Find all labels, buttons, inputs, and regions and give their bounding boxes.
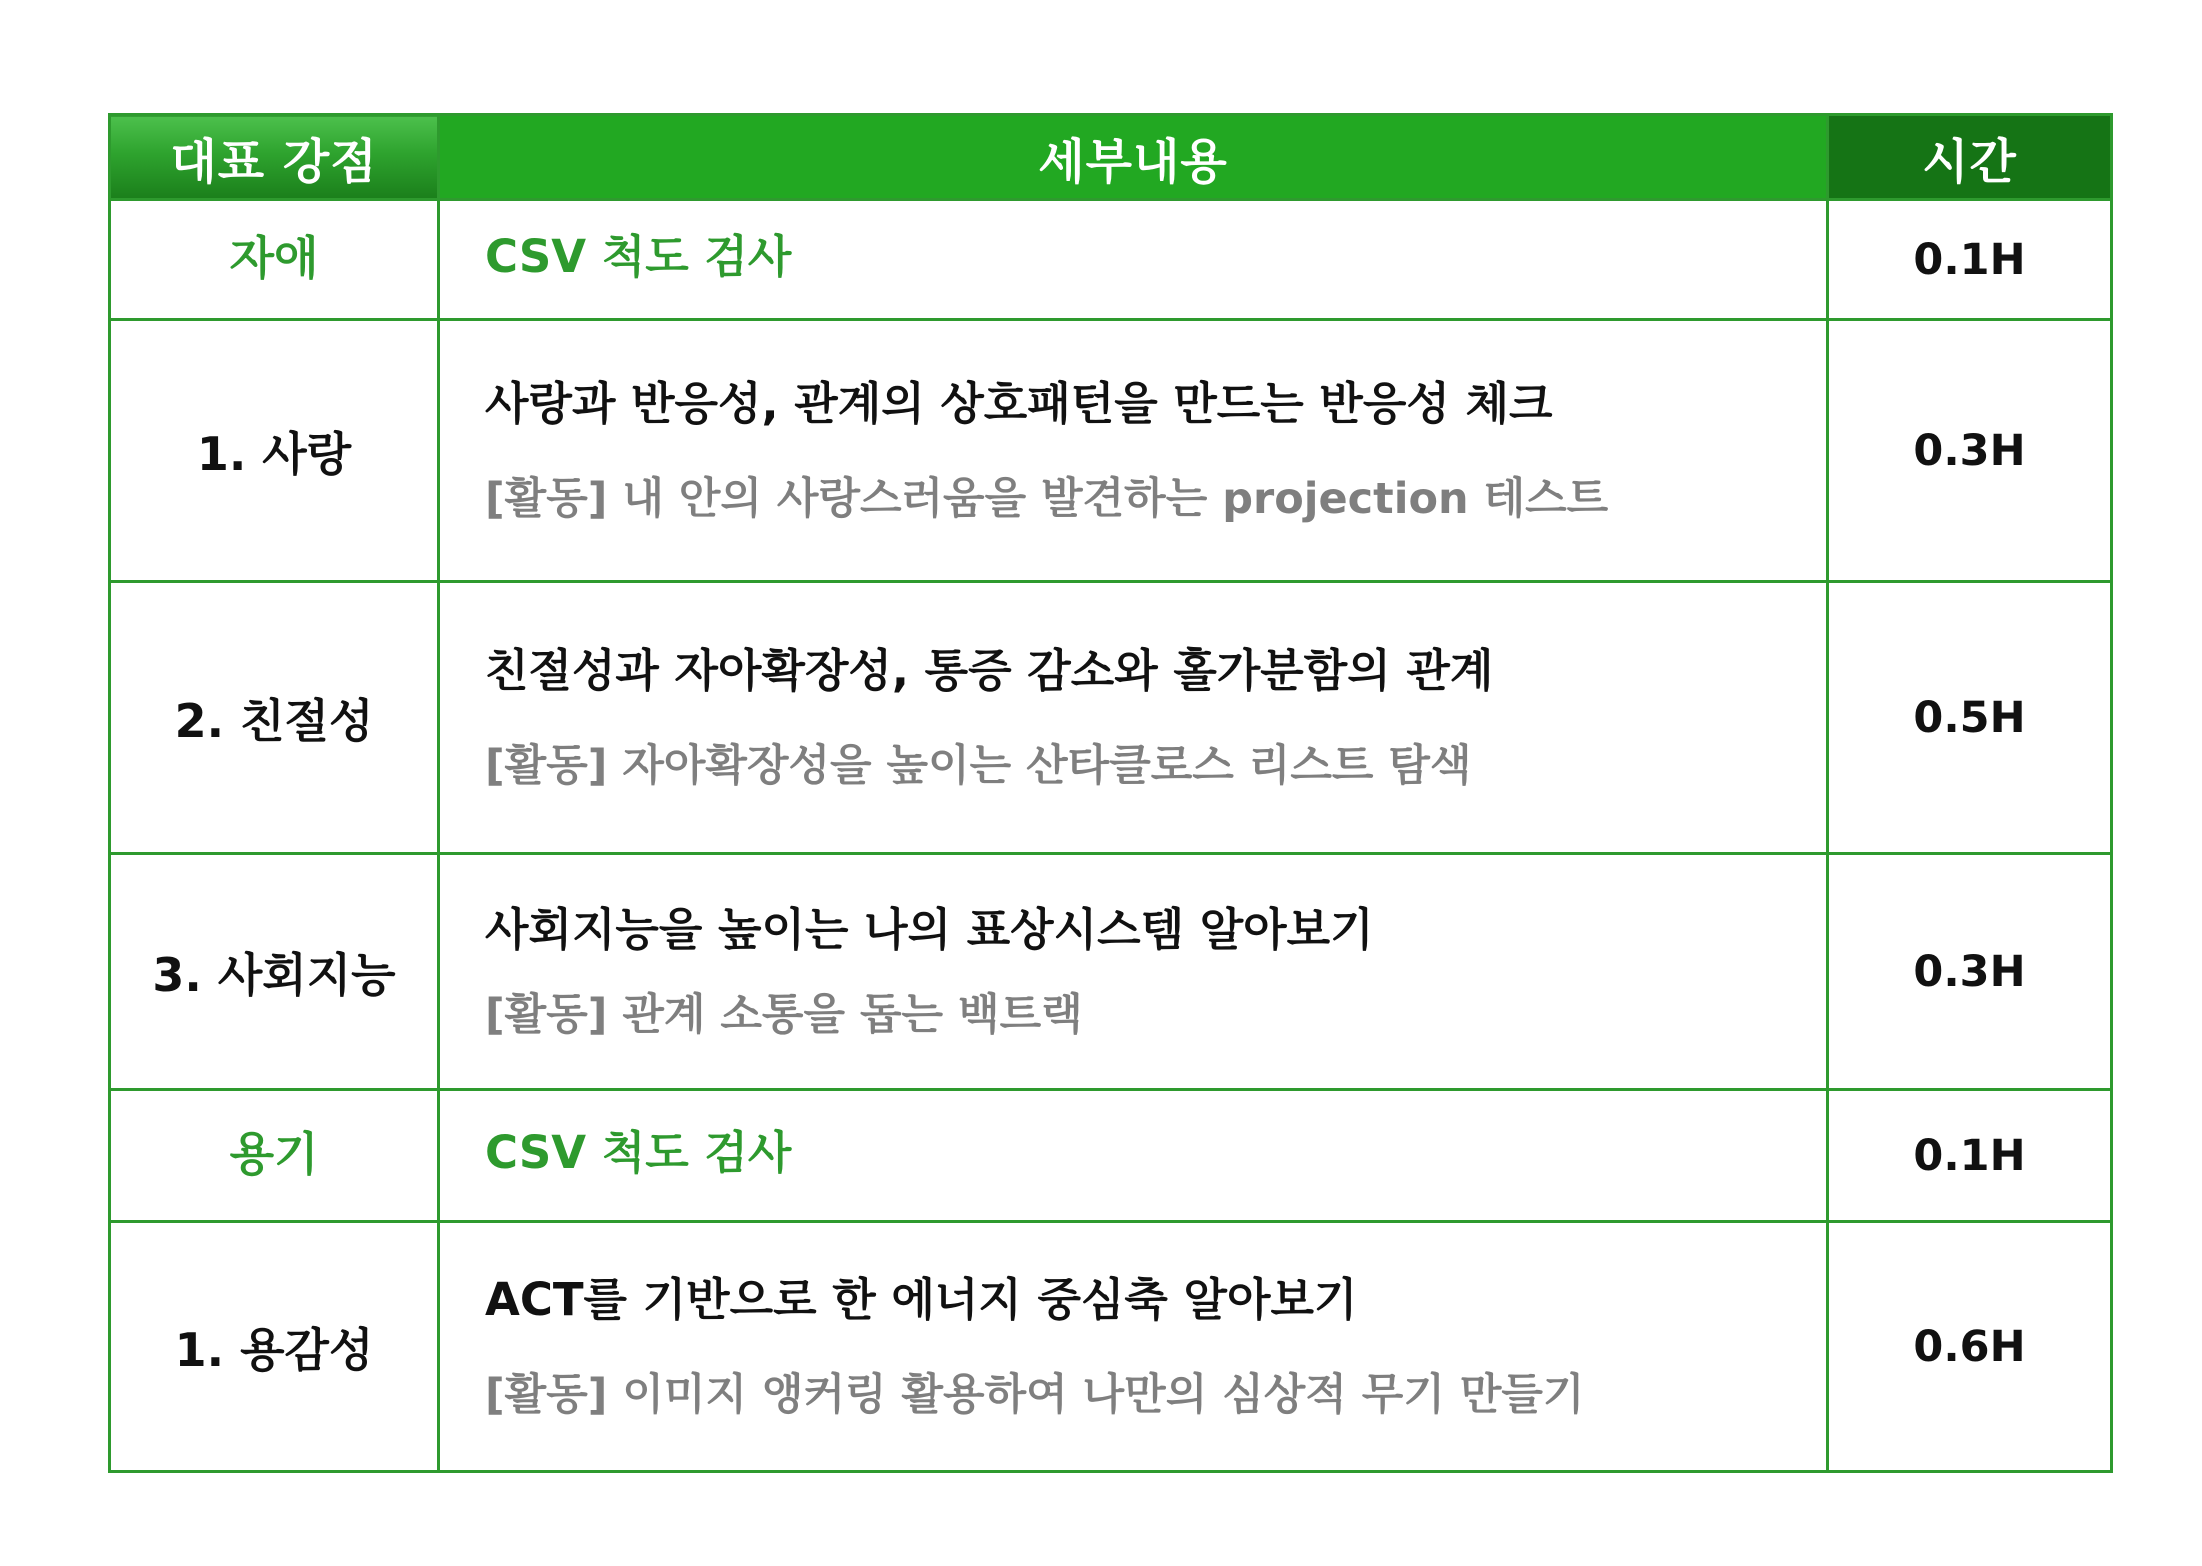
- header-time: 시간: [1828, 115, 2112, 200]
- table-row: [110, 1222, 2112, 1472]
- detail-cell: [439, 1222, 1828, 1472]
- table-header-row: [110, 115, 2112, 200]
- detail-activity: [활동] 이미지 앵커링 활용하여 나만의 심상적 무기 만들기: [485, 1369, 1585, 1420]
- detail-main: 사회지능을 높이는 나의 표상시스템 알아보기: [485, 902, 1374, 956]
- detail-cell: [439, 582, 1828, 854]
- detail-main: 친절성과 자아확장성, 통증 감소와 홀가분함의 관계: [485, 643, 1494, 697]
- time-cell: 0.1H: [1828, 1090, 2112, 1222]
- detail-main: CSV 척도 검사: [485, 229, 792, 283]
- table-row: [110, 200, 2112, 320]
- strength-cell: 1. 용감성: [110, 1222, 439, 1472]
- detail-main: 사랑과 반응성, 관계의 상호패턴을 만드는 반응성 체크: [485, 376, 1553, 430]
- table-row: [110, 320, 2112, 582]
- detail-activity: [활동] 자아확장성을 높이는 산타클로스 리스트 탐색: [485, 740, 1472, 791]
- strength-cell: 2. 친절성: [110, 582, 439, 854]
- detail-main: ACT를 기반으로 한 에너지 중심축 알아보기: [485, 1272, 1358, 1326]
- time-cell: 0.3H: [1828, 320, 2112, 582]
- strength-cell: 1. 사랑: [110, 320, 439, 582]
- time-cell: 0.5H: [1828, 582, 2112, 854]
- table-row: [110, 582, 2112, 854]
- detail-cell: [439, 1090, 1828, 1222]
- table-row: [110, 1090, 2112, 1222]
- strength-cell: 3. 사회지능: [110, 854, 439, 1090]
- header-detail: 세부내용: [439, 115, 1828, 200]
- time-cell: 0.3H: [1828, 854, 2112, 1090]
- time-cell: 0.1H: [1828, 200, 2112, 320]
- detail-cell: [439, 200, 1828, 320]
- header-strength: 대표 강점: [110, 115, 439, 200]
- detail-main: CSV 척도 검사: [485, 1125, 792, 1179]
- strength-cell: 자애: [110, 200, 439, 320]
- detail-cell: [439, 320, 1828, 582]
- program-table: [108, 113, 2113, 1473]
- detail-activity: [활동] 관계 소통을 돕는 백트랙: [485, 989, 1083, 1040]
- detail-cell: [439, 854, 1828, 1090]
- table-row: [110, 854, 2112, 1090]
- detail-activity: [활동] 내 안의 사랑스러움을 발견하는 projection 테스트: [485, 473, 1609, 524]
- time-cell: 0.6H: [1828, 1222, 2112, 1472]
- strength-cell: 용기: [110, 1090, 439, 1222]
